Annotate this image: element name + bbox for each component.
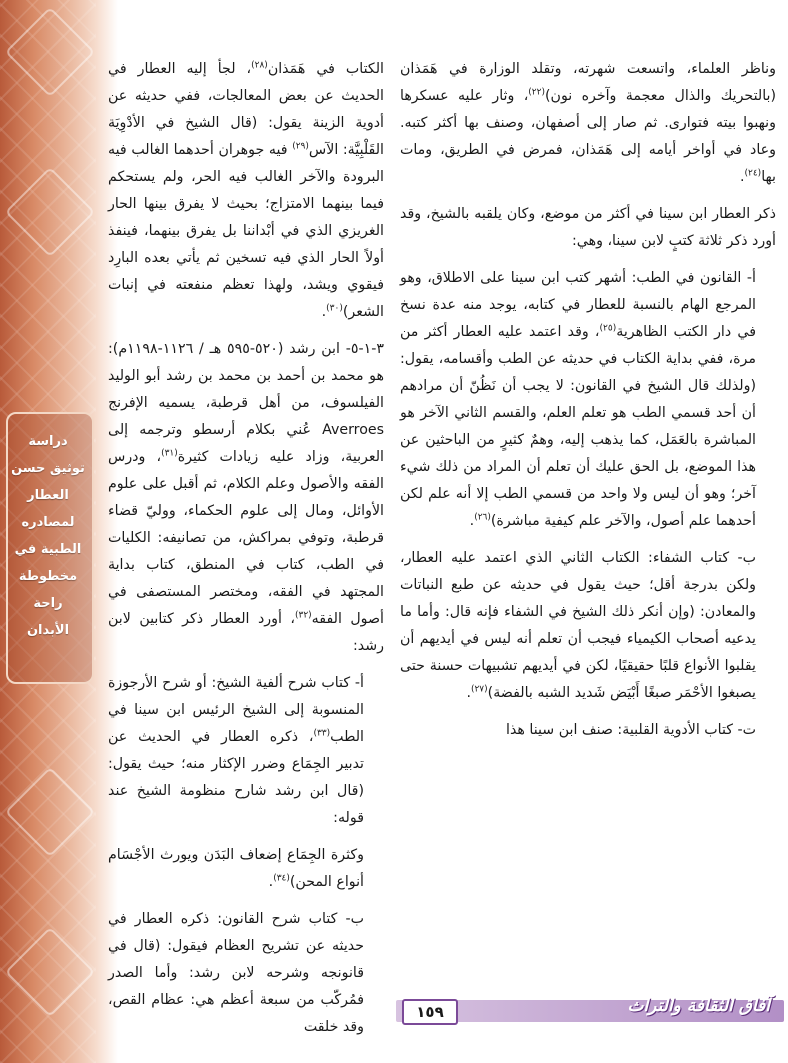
footnote-ref[interactable]: (٣١) — [161, 448, 178, 459]
footnote-ref[interactable]: (٣٤) — [273, 873, 290, 884]
verse-quote: وكثرة الجِمَاع إضعاف البَدَن ويورث الأجْسَام أنواع المحن)$^{(٣٤)}$. — [108, 847, 364, 890]
list-item: ب- كتاب الشفاء: الكتاب الثاني الذي اعتمد عليه العطار، ولكن بدرجة أقل؛ حيث يقول في حديثه عن طبع النباتات والمعادن: (وإن أنكر ذلك الشيخ في الشفاء فإنه قال: وأما ما يدعيه أصحاب الكيمياء فيجب أن تعلم أنه ليس في أيديهم أن يقلبوا الأنواع قلبًا حقيقيًا، لكن في أيديهم تشبيهات حسنة حتى يصبغوا الأحْمَر صبغًا أَبْيَض شَديد الشبه بالفضة)$^{(٢٧)}$. — [400, 550, 756, 701]
footnote-ref[interactable]: (٢٩) — [292, 141, 309, 152]
footnote-ref[interactable]: (٢٦) — [474, 512, 491, 523]
side-title-line: توثيق حسن — [11, 461, 85, 476]
footnote-ref[interactable]: (٣٣) — [313, 728, 331, 739]
footnote-ref[interactable]: (٢٢) — [528, 87, 545, 98]
list-item: أ- كتاب شرح ألفية الشيخ: أو شرح الأرجوزة المنسوبة إلى الشيخ الرئيس ابن سينا في الطب$^{(٣٣)}$، ذكره العطار في الحديث عن تدبير الجِمَاع وضرر الإكثار منه؛ حيث يقول: (قال ابن رشد شارح منظومة الشيخ عند قوله: — [108, 675, 364, 826]
paragraph: وناظر العلماء، واتسعت شهرته، وتقلد الوزارة في هَمَذان (بالتحريك والذال معجمة وآخره نون)$^{(٢٢)}$، وثار عليه عسكرها ونهبوا بيته فتوارى. ثم صار إلى أصفهان، وصنف بها أكثر كتبه. وعاد في أواخر أيامه إلى هَمَذان، فمرض في الطريق، ومات بها$^{(٢٤)}$. — [400, 61, 776, 185]
footnote-ref[interactable]: (٢٨) — [251, 60, 268, 71]
side-title-line: لمصادره — [21, 515, 75, 530]
side-article-title — [6, 428, 90, 644]
journal-title: آفاق الثقافة والتراث — [627, 996, 770, 1016]
footnote-ref[interactable]: (٣٠) — [326, 303, 343, 314]
right-text-column — [400, 56, 776, 754]
left-text-column — [108, 56, 384, 1051]
footnote-ref[interactable]: (٢٥) — [599, 323, 617, 334]
side-title-line: الأبدان — [26, 623, 70, 638]
footnote-ref[interactable]: (٢٧) — [470, 684, 488, 695]
footnote-ref[interactable]: (٣٢) — [294, 610, 312, 621]
side-title-line: الطبية في — [14, 542, 82, 557]
list-item: ب- كتاب شرح القانون: ذكره العطار في حديثه عن تشريح العظام فيقول: (قال في قانونجه وشرحه لابن رشد: وأما الصدر فمُركّب من سبعة أعظم هي: عظام القص، وقد خلقت — [108, 911, 364, 1035]
side-title-line: دراسة — [28, 434, 68, 449]
page-number: ١٥٩ — [402, 999, 458, 1025]
paragraph: الكتاب في هَمَذان$^{(٢٨)}$، لجأ إليه العطار في الحديث عن بعض المعالجات، ففي حديثه عن أدوية الزينة يقول: (قال الشيخ في الأدْوِيَة القَلْبِيَّة: الآس$^{(٢٩)}$ فيه جوهران أحدهما الغالب فيه البرودة والآخر الغالب فيه الحر، ولم يستحكم فيما بينهما الامتزاج؛ بحيث لا يفرق بينها الحار الغريزي الذي في أبْداننا بل يفرق بينهما، فينفذ أولاً الحار الذي فيه تسخين ثم يأتي بعده البارِد فيقوي ويشد، ولهذا تعظم منفعته في إنبات الشعر)$^{(٣٠)}$. — [108, 60, 384, 320]
section-paragraph: ٣-١-٥- ابن رشد (٥٢٠-٥٩٥ هـ / ١١٢٦-١١٩٨م): هو محمد بن أحمد بن محمد بن رشد أبو الوليد الفيلسوف، من أهل قرطبة، يسميه الإفرنج Averroes عُني بكلام أرسطو وترجمه إلى العربية، وزاد عليه زيادات كثيرة$^{(٣١)}$، ودرس الفقه والأصول وعلم الكلام، ثم أقبل على علوم الأوائل، ومال إلى علوم الحكماء، ووليّ قضاء قرطبة، وتوفي بمراكش، من تصانيفه: الكليات في الطب، كتاب في المنطق، كتاب بداية المجتهد في الفقه، ومختصر المستصفى في أصول الفقه$^{(٣٢)}$، أورد العطار ذكر كتابين لابن رشد: — [108, 341, 384, 654]
list-item: أ- القانون في الطب: أشهر كتب ابن سينا على الاطلاق، وهو المرجع الهام بالنسبة للعطار في كتابه، يوجد منه عدة نسخ في دار الكتب الظاهرية$^{(٢٥)}$، وقد اعتمد عليه العطار أكثر من مرة، ففي بداية الكتاب في حديثه عن الطب وأقسامه، يقول: (ولذلك قال الشيخ في القانون: لا يجب أن نَظُنّ أن مرادهم أن أحد قسمي الطب هو تعلم العلم، والقسم الثاني الآخر هو المباشرة بالعَمَل، كما يذهب إليه، وهمٌ كثيرٍ من الباحثين عن هذا الموضع، بل الحق عليك أن تعلم أن المراد من ذلك شيء آخر؛ وهو أن ليس ولا واحد من قسمي الطب إلا أنه علم لكن أحدهما علم أصول، والآخر علم كيفية مباشرة)$^{(٢٦)}$. — [400, 270, 757, 529]
list-item: ت- كتاب الأدوية القلبية: صنف ابن سينا هذا — [506, 722, 756, 738]
side-title-line: العطار — [27, 488, 69, 503]
side-title-line: مخطوطة — [18, 569, 78, 584]
side-title-line: راحة — [33, 596, 63, 611]
paragraph: ذكر العطار ابن سينا في أكثر من موضع، وكان يلقبه بالشيخ، وقد أورد ذكر ثلاثة كتبٍ لابن سينا، وهي: — [400, 206, 776, 249]
footnote-ref[interactable]: (٢٤) — [744, 168, 762, 179]
